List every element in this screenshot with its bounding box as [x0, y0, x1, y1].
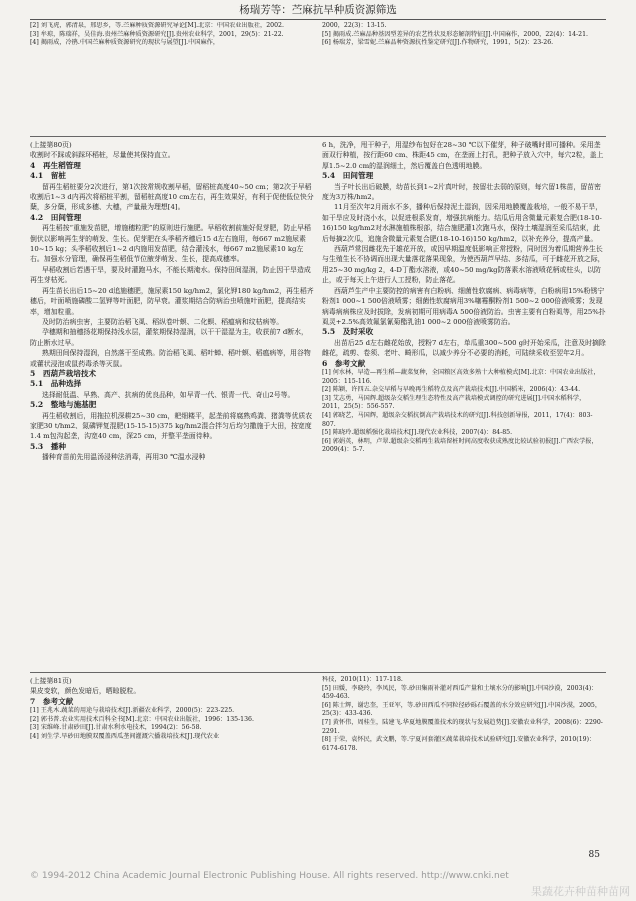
paragraph: 再生稻收割后，用拖拉机深耕25~30 cm，耙细耧平，起垄前将腐熟鸡粪、猪粪等优质农家肥30 t/hm2、氮磷钾复混肥(15-15-15)375 kg/hm2混合拌匀后均匀撒施于大田，按宽度1.4 m包沟起垄，沟宽40 cm，深25 cm，并整平垄面待种。: [30, 411, 313, 441]
section-heading: 5.2 整地与施基肥: [30, 400, 97, 410]
bottom-right-refs: [322, 676, 606, 846]
reference-item: [4] 揭雨成，冷鹃.中国苎麻种质资源研究的现状与展望[J].中国麻作，: [30, 39, 220, 47]
reference-item: [2] 陈颖，许四五.杂交早稻与早晚再生稻特点及高产栽培技术[J].中国稻米，2006(4)：43-44.: [322, 386, 581, 394]
section-heading: 4 再生稻管理: [30, 160, 81, 170]
separator-bottom: [30, 672, 606, 673]
page-number: 85: [588, 850, 600, 860]
section-heading: 5.5 及时采收: [322, 327, 374, 337]
paragraph: 熟期田间保持湿润，自然落干至成熟。防治稻飞虱、稻叶蝉、稻叶螟、稻瘟病等，用谷物或藿状浸泡或鼠药毒杀等灭鼠。: [30, 349, 311, 368]
separator-top: [30, 136, 606, 137]
section-heading: 4.2 田间管理: [30, 212, 82, 222]
paragraph: 再生苗长出后15~20 d追施穗肥，施尿素150 kg/hm2，氯化钾180 kg/hm2，再生稻齐穗后，叶面喷施磷酸二氢钾等叶面肥，防早衰。灌浆期结合防病治虫喷施叶面肥，提高结实率，增加粒重。: [30, 286, 314, 316]
section-heading: 5 西葫芦栽培技术: [30, 368, 97, 378]
reference-item: [3] 艾志勇，马国辉.超级杂交稻生理生态特性及高产栽培模式调控的研究进展[J].中国水稻科学，2011，25(5)：556-557.: [322, 394, 586, 411]
paragraph: 孕穗期和抽穗扬花期保持浅水层，灌浆期保持湿润，以干干湿湿为主，收获前7 d断水，防止断水过早。: [30, 328, 308, 347]
section-heading: 7 参考文献: [30, 696, 74, 706]
paragraph: 选择耐低温、早熟、高产、抗病的优良品种，如早青一代、银青一代、奇山2号等。: [42, 390, 295, 399]
bottom-left: [30, 676, 314, 846]
paragraph: 6 h，洗净，甩干种子，用湿纱布包好在28~30 ℃以下催芽，种子破嘴时即可播种。采用垄面双行种植，按行距60 cm、株距45 cm，在垄面上打孔，把种子放入穴中，每穴2粒，盖上厚1.5~2.0 cm的湿润细土，然后覆盖白色透明地膜。: [322, 141, 604, 170]
copyright-footer: © 1994-2012 China Academic Journal Electronic Publishing House. All rights reserved. http://www.cnki.net: [30, 871, 509, 881]
paragraph: (上接第81页): [30, 677, 72, 685]
watermark: 果蔬花卉种苗种苗网: [531, 885, 630, 898]
paragraph: 早稻收割后若遇干旱，要及时灌跑马水，不能长期淹水。保持田间湿润，防止因干旱造成再生芽枯死。: [30, 265, 311, 285]
section-heading: 4.1 留桩: [30, 171, 66, 181]
reference-item: [6] 郭娟英，林明，卢翠.超级杂交稻再生栽培留桩时间高度收获成熟度比较试验初报[J].广西农学报，2009(4)：5-7.: [322, 437, 598, 454]
paragraph: 西葫芦常因雌花先于雄花开放，或因早期温度低影响正常授粉，同时因为着瓜期营养生长与生殖生长不协调而出现大量落花落果现象，为使西葫芦早结、多结瓜，可于雌花开放之际，用25~30 mg/kg 2，4-D丁酯水溶液，或40~50 mg/kg防落素水溶液喷花柄或柱头，以防止，或于每天上午进行人工授粉，防止落花。: [322, 245, 605, 285]
paragraph: 出苗后25 d左右雌花始放，授粉7 d左右，单瓜重300~500 g时开始采瓜，注意及时摘除雌花，疏剪、卷须、老叶、畸形瓜，以减少养分不必要的消耗，可陆续采收至翌年2月。: [322, 338, 606, 358]
reference-item: [5] 田媛，李晓玲，李凤民，等.砂田集雨补灌对西瓜产量和土壤水分的影响[J].中国沙漠，2003(4)：459-463.: [322, 684, 598, 701]
reference-item: 科技，2010(11)：117-118.: [322, 676, 403, 683]
reference-item: [6] 陈士辉，谢忠奎，王亚军，等.砂田西瓜不同粒径砂砾石覆盖的水分效应研究[J].中国沙漠，2005，25(3)：433-436.: [322, 701, 602, 718]
paragraph: 西葫芦生产中主要防控的病害有白粉病、细菌性软腐病、病毒病等，白粉病用15%粉锈宁粉剂1 000~1 500倍液喷雾；细菌性软腐病用3%噻霉酮粉剂1 500~2 000倍液喷雾；发现病毒病病株应及时拔除，发病初期可用病毒A 500倍液防治。虫害主要有白粉虱等，用25%扑虱灵+2.5%高效氟氯氰菊酯乳油1 000~2 000倍液喷雾防治。: [322, 286, 606, 326]
reference-item: [3] 宋维峰.甘肃砂田[J].甘肃水利水电技术，1994(2)：56-58.: [30, 724, 202, 732]
reference-item: [2] 郭书普.农业实用技术百科全书[M].北京：中国农业出版社，1996：135-136.: [30, 715, 254, 723]
paragraph: 收割时不踩或斜踩环稻桩，尽量使其保持直立。: [30, 151, 175, 160]
paragraph: 11月至次年2月雨水不多，播种后保持泥土湿润，因采用地膜覆盖栽培，一般不易干旱，如干旱应及时浇小水，以促进根系发育，增强抗病能力。结瓜后用含微量元素复合肥(18-10-16)150 kg/hm2对水淋施植株根部，结合施肥灌1次跑马水，保持土壤湿润至采瓜结束，此后每摘2次瓜，追施含微量元素复合肥(18-10-16)150 kg/hm2，以补充养分，提高产量。: [322, 203, 603, 243]
reference-item: [4] 刘生学.旱砂田地膜双覆盖西瓜垄间灌溉穴播栽培技术[J].现代农业: [30, 733, 220, 740]
paragraph: 及时防治病虫害，主要防治稻飞虱、稻纵卷叶螟、二化螟、稻瘟病和纹枯病等。: [42, 317, 284, 326]
section-heading: 5.3 播种: [30, 441, 66, 451]
paragraph: 留再生稻桩要分2次进行，第1次按常规收割早稻，留稻桩高度40~50 cm；第2次于早稻收割后1~3 d内再次将稻桩平割，留稻桩高度10 cm左右，再生效果好，有利于促使低位快分蘖，多分蘖，形成多穗、大穗，产量最为理想[4]。: [30, 182, 314, 212]
reference-item: [7] 黄怀伟，周桂生，陆建飞.华夏地膜覆盖技术的现状与发展趋势[J].安徽农业科学，2008(6)：2290-2291.: [322, 718, 603, 735]
paragraph: 果皮变软，颜色发暗后，晒晾脱粒。: [30, 687, 141, 696]
paragraph: 当子叶长出后破膜，幼苗长到1~2片真叶时，按留壮去弱的原则，每穴留1株苗，留苗密度为3万株/hm2。: [322, 182, 601, 202]
reference-item: [8] 于荣，袁怀民，武文鹏，等.宁夏河套灌区蔬菜栽培技术试验研究[J].安徽农业科学，2010(19)：6174-6178.: [322, 736, 596, 752]
reference-item: [1] 何水林，早造—再生稻—蔬菜复种，全国粮区高效多熟十大种植模式[M].北京：中国农业出版社，2005：115-116.: [322, 368, 600, 385]
reference-item: [3] 牟琼，陈瑞祥，吴佳海.贵州苎麻种质资源研究[J].贵州农业科学，2001，29(5)：21-22.: [30, 30, 284, 38]
refs-top-right: [322, 22, 606, 134]
reference-item: [6] 杨瑞芳，梁雪妮.苎麻品种资源抗性鉴定研究[J].作物研究，1991，5(2)：23-26.: [322, 39, 554, 47]
column-right: [322, 140, 606, 668]
refs-top-left: [30, 22, 314, 134]
reference-item: [5] 揭雨成.苎麻品种基因型差异的农艺性状及形态解剖特征[J].中国麻作，2000，22(4)：14-21.: [322, 30, 588, 38]
paragraph: (上接第80页): [30, 141, 72, 149]
page-header: 杨瑞芳等：苎麻抗旱种质资源筛选: [30, 2, 606, 20]
reference-item: 2000，22(3)：13-15.: [322, 22, 387, 29]
section-heading: 5.4 田间管理: [322, 171, 374, 181]
column-left: [30, 140, 314, 668]
reference-item: [1] 王兆木.蔬菜的用途与栽培技术[J].新疆农业科学，2000(5)：223-225.: [30, 707, 235, 715]
section-heading: 6 参考文献: [322, 358, 366, 368]
paragraph: 播种育苗前先用温汤浸种法消毒，再用30 ℃温水浸种: [42, 453, 206, 462]
section-heading: 5.1 品种选择: [30, 379, 82, 389]
reference-item: [2] 刘飞虎，郭清泉，邢思乡，等.苎麻种质资源研究导论[M].北京：中国农业出版社，2002.: [30, 22, 284, 29]
reference-item: [4] 郭晓艺，马国辉，超级杂交稻抗倒高产栽培技术的研究[J].科技创新导报，2011，17(4)：803-807.: [322, 411, 593, 428]
reference-item: [5] 陈晓玲.超级稻强化栽培技术[J].现代农业科技，2007(4)：84-85.: [322, 429, 513, 437]
paragraph: 再生稻按“重施发苗肥，增施穗粒肥”的原则进行施肥。早稻收割前施好促芽肥，防止早稻倒伏以影响再生芽的萌发、生长。促芽肥在头季稻齐穗后15 d左右施用，每667 m2施尿素10~15 kg；头季稻收割后1~2 d内施用发苗肥，结合灌浅水，每667 m2施尿素10 kg左右。加强水分管理，确保再生稻低节位腋芽萌发、生长，提高成穗率。: [30, 224, 311, 264]
